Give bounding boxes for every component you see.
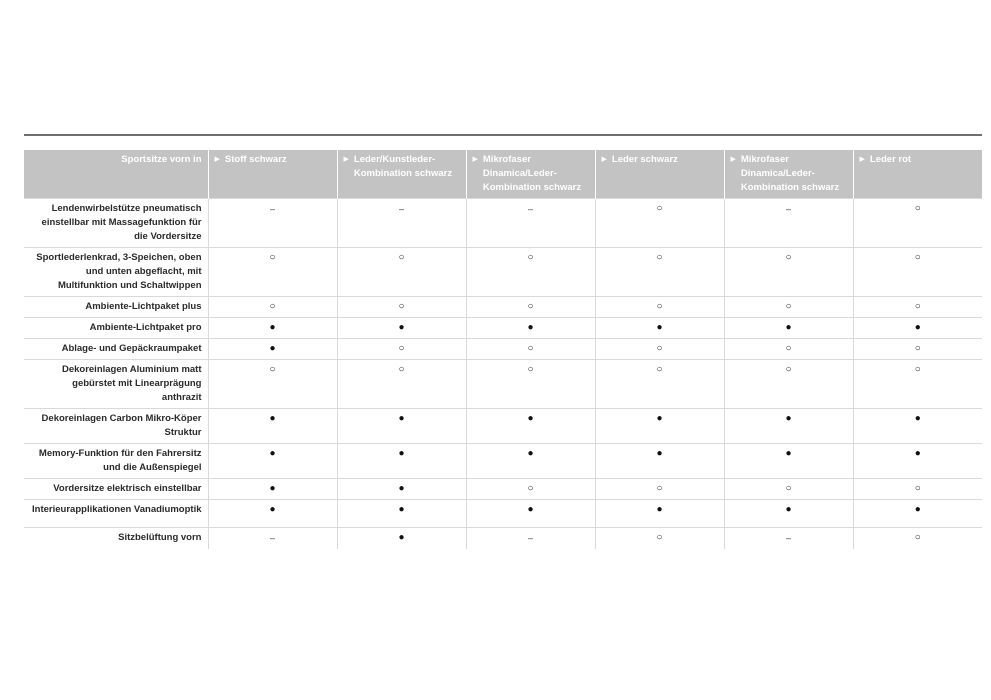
availability-cell <box>466 479 595 500</box>
open-circle-icon: ○ <box>398 343 405 354</box>
row-feature-label: Lendenwirbelstütze pneumatisch einstellbar mit Massagefunktion für die Vordersitze <box>24 199 208 248</box>
availability-cell <box>337 500 466 528</box>
availability-cell <box>724 528 853 550</box>
open-circle-icon: ○ <box>914 252 921 263</box>
row-feature-label: Vordersitze elektrisch einstellbar <box>24 479 208 500</box>
open-circle-icon: ○ <box>914 343 921 354</box>
open-circle-icon: ○ <box>398 364 405 375</box>
availability-cell <box>208 248 337 297</box>
filled-circle-icon: ● <box>914 322 921 333</box>
filled-circle-icon: ● <box>269 504 276 515</box>
table-row <box>24 479 982 500</box>
column-header <box>337 150 466 199</box>
row-feature-label: Ablage- und Gepäckraumpaket <box>24 339 208 360</box>
availability-cell <box>853 318 982 339</box>
availability-cell <box>853 199 982 248</box>
filled-circle-icon: ● <box>527 448 534 459</box>
availability-cell <box>595 500 724 528</box>
filled-circle-icon: ● <box>785 322 792 333</box>
open-circle-icon: ○ <box>785 364 792 375</box>
filled-circle-icon: ● <box>656 413 663 424</box>
open-circle-icon: ○ <box>527 252 534 263</box>
availability-cell <box>466 528 595 550</box>
filled-circle-icon: ● <box>527 413 534 424</box>
open-circle-icon: ○ <box>656 203 663 214</box>
filled-circle-icon: ● <box>914 413 921 424</box>
open-circle-icon: ○ <box>269 301 276 312</box>
header-row-label: Sportsitze vorn in <box>24 150 208 199</box>
filled-circle-icon: ● <box>785 448 792 459</box>
filled-circle-icon: ● <box>398 504 405 515</box>
availability-cell <box>853 248 982 297</box>
open-circle-icon: ○ <box>269 252 276 263</box>
column-header-label: Mikrofaser Dinamica/Leder-Kombination schwarz <box>482 154 582 193</box>
availability-cell <box>466 360 595 409</box>
availability-cell <box>208 318 337 339</box>
table-header <box>24 150 982 199</box>
open-circle-icon: ○ <box>785 301 792 312</box>
filled-circle-icon: ● <box>269 322 276 333</box>
open-circle-icon: ○ <box>527 364 534 375</box>
table-body <box>24 199 982 550</box>
availability-cell <box>208 528 337 550</box>
open-circle-icon: ○ <box>527 483 534 494</box>
availability-cell <box>337 409 466 444</box>
table-row <box>24 500 982 528</box>
availability-cell <box>595 360 724 409</box>
table-row <box>24 297 982 318</box>
dash-icon: – <box>527 533 533 543</box>
availability-cell <box>853 339 982 360</box>
filled-circle-icon: ● <box>398 448 405 459</box>
filled-circle-icon: ● <box>785 413 792 424</box>
open-circle-icon: ○ <box>785 343 792 354</box>
column-header-label: Leder schwarz <box>611 154 678 165</box>
filled-circle-icon: ● <box>398 322 405 333</box>
triangle-right-icon: ▶ <box>472 156 478 163</box>
open-circle-icon: ○ <box>914 301 921 312</box>
header-row <box>24 150 982 199</box>
open-circle-icon: ○ <box>656 483 663 494</box>
triangle-right-icon: ▶ <box>214 156 220 163</box>
table-row <box>24 528 982 550</box>
availability-cell <box>595 248 724 297</box>
availability-cell <box>724 339 853 360</box>
triangle-right-icon: ▶ <box>343 156 349 163</box>
availability-cell <box>337 360 466 409</box>
filled-circle-icon: ● <box>914 448 921 459</box>
availability-cell <box>595 479 724 500</box>
availability-cell <box>337 444 466 479</box>
row-feature-label: Ambiente-Lichtpaket plus <box>24 297 208 318</box>
open-circle-icon: ○ <box>656 301 663 312</box>
availability-cell <box>595 318 724 339</box>
dash-icon: – <box>398 204 404 214</box>
availability-cell <box>724 479 853 500</box>
filled-circle-icon: ● <box>656 504 663 515</box>
availability-cell <box>595 444 724 479</box>
availability-cell <box>208 297 337 318</box>
triangle-right-icon: ▶ <box>859 156 865 163</box>
open-circle-icon: ○ <box>269 364 276 375</box>
filled-circle-icon: ● <box>269 483 276 494</box>
dash-icon: – <box>269 204 275 214</box>
row-feature-label: Sportlederlenkrad, 3-Speichen, oben und unten abgeflacht, mit Multifunktion und Schaltwippen <box>24 248 208 297</box>
availability-cell <box>337 248 466 297</box>
table-row <box>24 199 982 248</box>
dash-icon: – <box>527 204 533 214</box>
filled-circle-icon: ● <box>914 504 921 515</box>
filled-circle-icon: ● <box>785 504 792 515</box>
availability-cell <box>853 528 982 550</box>
availability-cell <box>595 409 724 444</box>
dash-icon: – <box>269 533 275 543</box>
availability-cell <box>208 199 337 248</box>
open-circle-icon: ○ <box>785 483 792 494</box>
seat-equipment-table <box>24 150 982 549</box>
availability-cell <box>208 409 337 444</box>
table-row <box>24 248 982 297</box>
open-circle-icon: ○ <box>398 301 405 312</box>
filled-circle-icon: ● <box>398 413 405 424</box>
availability-cell <box>595 297 724 318</box>
column-header <box>466 150 595 199</box>
triangle-right-icon: ▶ <box>601 156 607 163</box>
availability-cell <box>853 409 982 444</box>
filled-circle-icon: ● <box>398 483 405 494</box>
column-header-label: Leder rot <box>869 154 912 165</box>
column-header <box>595 150 724 199</box>
availability-cell <box>466 339 595 360</box>
availability-cell <box>724 500 853 528</box>
open-circle-icon: ○ <box>785 252 792 263</box>
availability-cell <box>724 318 853 339</box>
availability-cell <box>208 360 337 409</box>
availability-cell <box>337 297 466 318</box>
table-row <box>24 444 982 479</box>
availability-cell <box>337 479 466 500</box>
open-circle-icon: ○ <box>527 343 534 354</box>
open-circle-icon: ○ <box>656 364 663 375</box>
open-circle-icon: ○ <box>914 203 921 214</box>
availability-cell <box>208 479 337 500</box>
availability-cell <box>337 339 466 360</box>
availability-cell <box>724 199 853 248</box>
top-divider-rule <box>24 134 982 136</box>
availability-cell <box>724 248 853 297</box>
row-feature-label: Ambiente-Lichtpaket pro <box>24 318 208 339</box>
availability-cell <box>853 444 982 479</box>
column-header <box>853 150 982 199</box>
open-circle-icon: ○ <box>914 364 921 375</box>
availability-cell <box>466 318 595 339</box>
triangle-right-icon: ▶ <box>730 156 736 163</box>
availability-cell <box>466 297 595 318</box>
availability-cell <box>208 500 337 528</box>
availability-cell <box>595 199 724 248</box>
filled-circle-icon: ● <box>656 448 663 459</box>
table-row <box>24 409 982 444</box>
filled-circle-icon: ● <box>527 504 534 515</box>
table-row <box>24 339 982 360</box>
table-row <box>24 318 982 339</box>
availability-cell <box>208 444 337 479</box>
column-header-label: Stoff schwarz <box>224 154 287 165</box>
filled-circle-icon: ● <box>269 413 276 424</box>
filled-circle-icon: ● <box>269 448 276 459</box>
availability-cell <box>724 360 853 409</box>
column-header-label: Leder/Kunstleder-Kombination schwarz <box>353 154 453 179</box>
dash-icon: – <box>785 204 791 214</box>
availability-cell <box>208 339 337 360</box>
filled-circle-icon: ● <box>527 322 534 333</box>
availability-cell <box>466 444 595 479</box>
filled-circle-icon: ● <box>656 322 663 333</box>
availability-cell <box>724 409 853 444</box>
availability-cell <box>466 248 595 297</box>
dash-icon: – <box>785 533 791 543</box>
column-header-label: Mikrofaser Dinamica/Leder-Kombination schwarz <box>740 154 840 193</box>
column-header <box>724 150 853 199</box>
availability-cell <box>724 297 853 318</box>
availability-cell <box>853 360 982 409</box>
availability-cell <box>853 500 982 528</box>
open-circle-icon: ○ <box>398 252 405 263</box>
availability-cell <box>853 479 982 500</box>
column-header <box>208 150 337 199</box>
open-circle-icon: ○ <box>914 483 921 494</box>
availability-cell <box>595 339 724 360</box>
availability-cell <box>337 318 466 339</box>
availability-cell <box>853 297 982 318</box>
row-feature-label: Memory-Funktion für den Fahrersitz und die Außenspiegel <box>24 444 208 479</box>
filled-circle-icon: ● <box>269 343 276 354</box>
availability-cell <box>337 528 466 550</box>
open-circle-icon: ○ <box>656 532 663 543</box>
open-circle-icon: ○ <box>914 532 921 543</box>
availability-cell <box>466 199 595 248</box>
row-feature-label: Sitzbelüftung vorn <box>24 528 208 550</box>
availability-cell <box>466 500 595 528</box>
row-feature-label: Dekoreinlagen Aluminium matt gebürstet mit Linearprägung anthrazit <box>24 360 208 409</box>
availability-cell <box>466 409 595 444</box>
row-feature-label: Interieurapplikationen Vanadiumoptik <box>24 500 208 528</box>
open-circle-icon: ○ <box>656 343 663 354</box>
row-feature-label: Dekoreinlagen Carbon Mikro-Köper Struktur <box>24 409 208 444</box>
availability-cell <box>595 528 724 550</box>
open-circle-icon: ○ <box>656 252 663 263</box>
open-circle-icon: ○ <box>527 301 534 312</box>
table-row <box>24 360 982 409</box>
availability-cell <box>337 199 466 248</box>
filled-circle-icon: ● <box>398 532 405 543</box>
availability-cell <box>724 444 853 479</box>
